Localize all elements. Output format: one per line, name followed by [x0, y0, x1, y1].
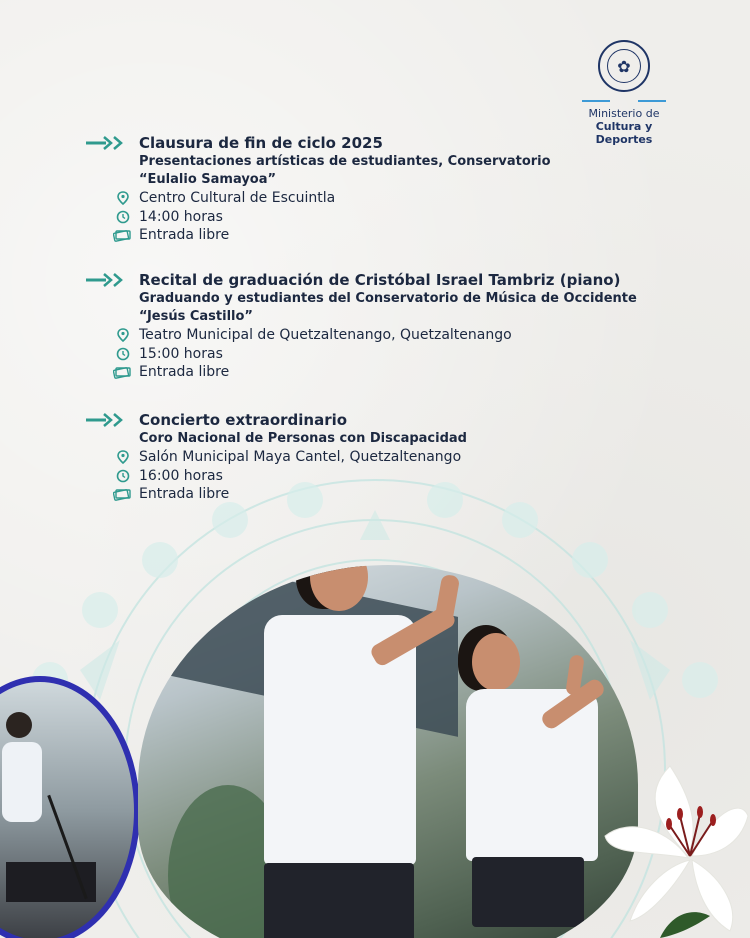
ticket-icon — [113, 487, 131, 501]
event-title: Clausura de fin de ciclo 2025 — [139, 134, 383, 152]
seal-icon: ✿ — [598, 40, 650, 92]
event-subtitle-line-1: Graduando y estudiantes del Conservatorio de Música de Occidente — [139, 291, 637, 306]
event-title: Recital de graduación de Cristóbal Israel Tambriz (piano) — [139, 271, 621, 289]
event-subtitle-line-1: Coro Nacional de Personas con Discapacidad — [139, 431, 467, 446]
event-subtitle-line-2: “Jesús Castillo” — [139, 309, 253, 324]
location-text: Teatro Municipal de Quetzaltenango, Quetzaltenango — [139, 327, 512, 343]
map-pin-icon — [115, 328, 131, 342]
ticket-icon — [113, 228, 131, 242]
location-text: Centro Cultural de Escuintla — [139, 190, 336, 206]
clock-icon — [115, 469, 131, 483]
clock-icon — [115, 210, 131, 224]
entry-text: Entrada libre — [139, 227, 230, 243]
event-1 — [86, 134, 686, 245]
ministry-logo — [568, 40, 680, 146]
time-text: 15:00 horas — [139, 345, 223, 362]
event-2 — [86, 271, 686, 382]
event-location — [139, 189, 686, 208]
clock-icon — [115, 347, 131, 361]
ticket-icon — [113, 365, 131, 379]
event-location — [139, 326, 686, 345]
event-subtitle-line-1: Presentaciones artísticas de estudiantes, Conservatorio — [139, 154, 551, 169]
time-text: 16:00 horas — [139, 467, 223, 484]
double-chevron-arrow-icon — [86, 273, 128, 287]
location-text: Salón Municipal Maya Cantel, Quetzaltenango — [139, 449, 462, 465]
event-time — [139, 467, 686, 486]
double-chevron-arrow-icon — [86, 136, 128, 150]
event-entry — [139, 363, 686, 382]
event-entry — [139, 485, 686, 504]
lily-flower-icon — [600, 756, 750, 938]
entry-text: Entrada libre — [139, 364, 230, 380]
event-3 — [86, 411, 686, 504]
logo-line-1: Ministerio de — [588, 107, 660, 120]
logo-divider — [582, 100, 666, 102]
time-text: 14:00 horas — [139, 208, 223, 225]
map-pin-icon — [115, 191, 131, 205]
event-subtitle-line-2: “Eulalio Samayoa” — [139, 172, 277, 187]
event-time — [139, 208, 686, 227]
event-title: Concierto extraordinario — [139, 411, 348, 429]
map-pin-icon — [115, 450, 131, 464]
logo-line-2: Cultura y Deportes — [595, 120, 653, 146]
double-chevron-arrow-icon — [86, 413, 128, 427]
event-entry — [139, 226, 686, 245]
event-time — [139, 345, 686, 364]
entry-text: Entrada libre — [139, 486, 230, 502]
event-location — [139, 448, 686, 467]
